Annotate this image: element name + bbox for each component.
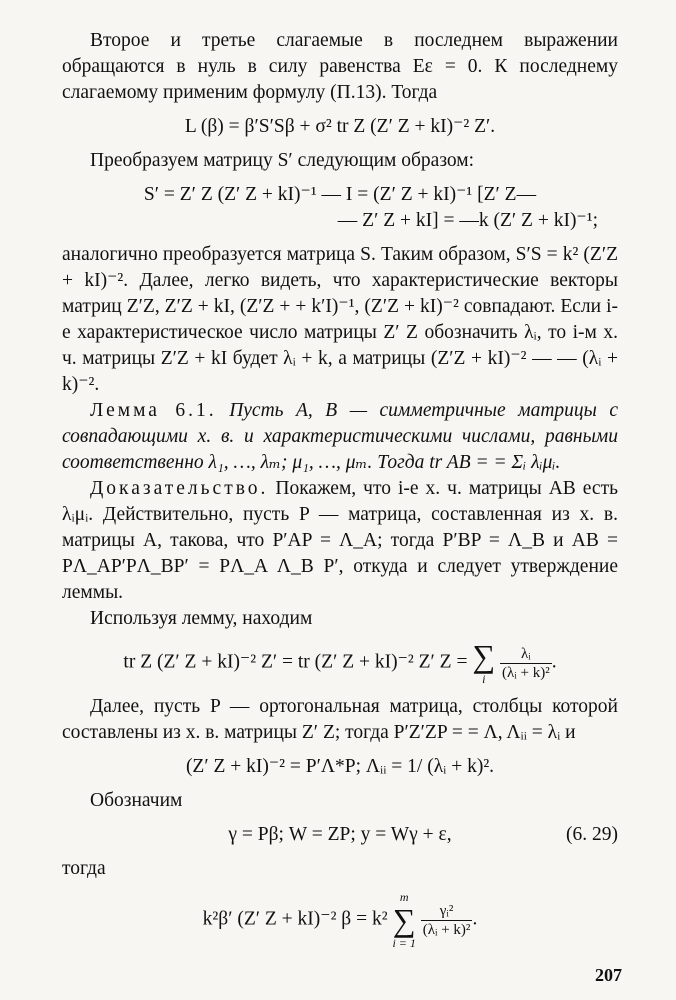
equation-trace: tr Z (Z′ Z + kI)⁻² Z′ = tr (Z′ Z + kI)⁻² Z′ Z = ∑ i $\frac{\text{λᵢ}}{\text{(λᵢ + k)²}}$ . xyxy=(123,638,557,686)
sum-lower-limit: i = 1 xyxy=(392,936,416,950)
sum-symbol-2: m ∑ i = 1 xyxy=(392,890,416,950)
fraction-trace xyxy=(500,645,552,682)
equation-gamma-body: γ = Pβ; W = ZP; y = Wγ + ε, xyxy=(228,824,452,845)
proof-text: Покажем, что i-е х. ч. матрицы AB есть λᵢμᵢ. Действительно, пусть P — матрица, составленная из х. в. матрицы A, такова, что P′AP = Λ_A; тогда P′BP = Λ_B и AB = PΛ_AP′PΛ_BP′ = PΛ_A Λ_B P′, откуда и следует утверждение леммы. xyxy=(62,478,618,603)
lemma-statement: Пусть A, B — симметричные матрицы с совпадающими х. в. и характеристическими числами, равными соответственно λ₁, …, λₘ; μ₁, …, μₘ. Тогда tr AB = = Σᵢ λᵢμᵢ. xyxy=(62,400,619,473)
page-body xyxy=(62,28,618,958)
page-number: 207 xyxy=(595,965,622,985)
sum-upper-limit: m xyxy=(399,890,409,904)
equation-sum-gamma: k²β′ (Z′ Z + kI)⁻² β = k² m ∑ i = 1 $\frac{\text{γᵢ²}}{\text{(λᵢ + k)²}}$ . xyxy=(202,890,478,950)
fraction-gamma-numerator: γᵢ² xyxy=(439,902,454,919)
equation-inverse: (Z′ Z + kI)⁻² = P′Λ*P; Λᵢᵢ = 1/ (λᵢ + k)². xyxy=(185,756,495,777)
paragraph-transform: Преобразуем матрицу S′ следующим образом: xyxy=(90,150,475,171)
equation-loss: L (β) = β′S′Sβ + σ² tr Z (Z′ Z + kI)⁻² Z′. xyxy=(184,116,496,137)
fraction-gamma-denominator: (λᵢ + k)² xyxy=(422,921,471,938)
equation-gamma xyxy=(62,822,618,848)
paragraph-lemma xyxy=(62,398,618,476)
proof-heading: Доказательство. xyxy=(90,478,269,499)
equation-sum-gamma-left: k²β′ (Z′ Z + kI)⁻² β = k² xyxy=(202,908,388,930)
equation-s-prime-line2: — Z′ Z + kI] = —k (Z′ Z + kI)⁻¹; xyxy=(337,210,598,231)
sum-index: i xyxy=(482,672,486,686)
paragraph-analogous: аналогично преобразуется матрица S. Таким образом, S′S = k² (Z′Z + kI)⁻². Далее, легко видеть, что характеристические векторы матриц Z′Z, Z′Z + kI, (Z′Z + + k′I)⁻¹, (Z′Z + kI)⁻² совпадают. Если i-е характеристическое число матрицы Z′ Z обозначить λᵢ, то i-м х. ч. матрицы Z′Z + kI будет λᵢ + k, а матрицы (Z′Z + kI)⁻² — — (λᵢ + k)⁻². xyxy=(62,244,618,395)
paragraph-orthogonal: Далее, пусть P — ортогональная матрица, столбцы которой составлены из х. в. матрицы Z′ Z; тогда P′Z′ZP = = Λ, Λᵢᵢ = λᵢ и xyxy=(62,696,618,743)
fraction-gamma xyxy=(421,902,473,939)
paragraph-denote: Обозначим xyxy=(90,790,183,811)
fraction-trace-numerator: λᵢ xyxy=(520,645,531,662)
paragraph-intro: Второе и третье слагаемые в последнем выражении обращаются в нуль в силу равенства Eε = 0. К последнему слагаемому применим формулу (П.13). Тогда xyxy=(62,30,618,103)
equation-number: (6. 29) xyxy=(566,824,618,845)
lemma-heading: Лемма 6.1. xyxy=(90,400,217,421)
sum-symbol: ∑ i xyxy=(472,638,496,686)
fraction-trace-denominator: (λᵢ + k)² xyxy=(502,664,550,681)
paragraph-then: тогда xyxy=(62,858,106,879)
paragraph-using-lemma: Используя лемму, находим xyxy=(90,608,313,629)
equation-s-prime-line1: S′ = Z′ Z (Z′ Z + kI)⁻¹ — I = (Z′ Z + kI)⁻¹ [Z′ Z— xyxy=(143,184,537,205)
paragraph-proof xyxy=(62,476,618,606)
equation-trace-left: tr Z (Z′ Z + kI)⁻² Z′ = tr (Z′ Z + kI)⁻² Z′ Z = xyxy=(123,651,468,673)
